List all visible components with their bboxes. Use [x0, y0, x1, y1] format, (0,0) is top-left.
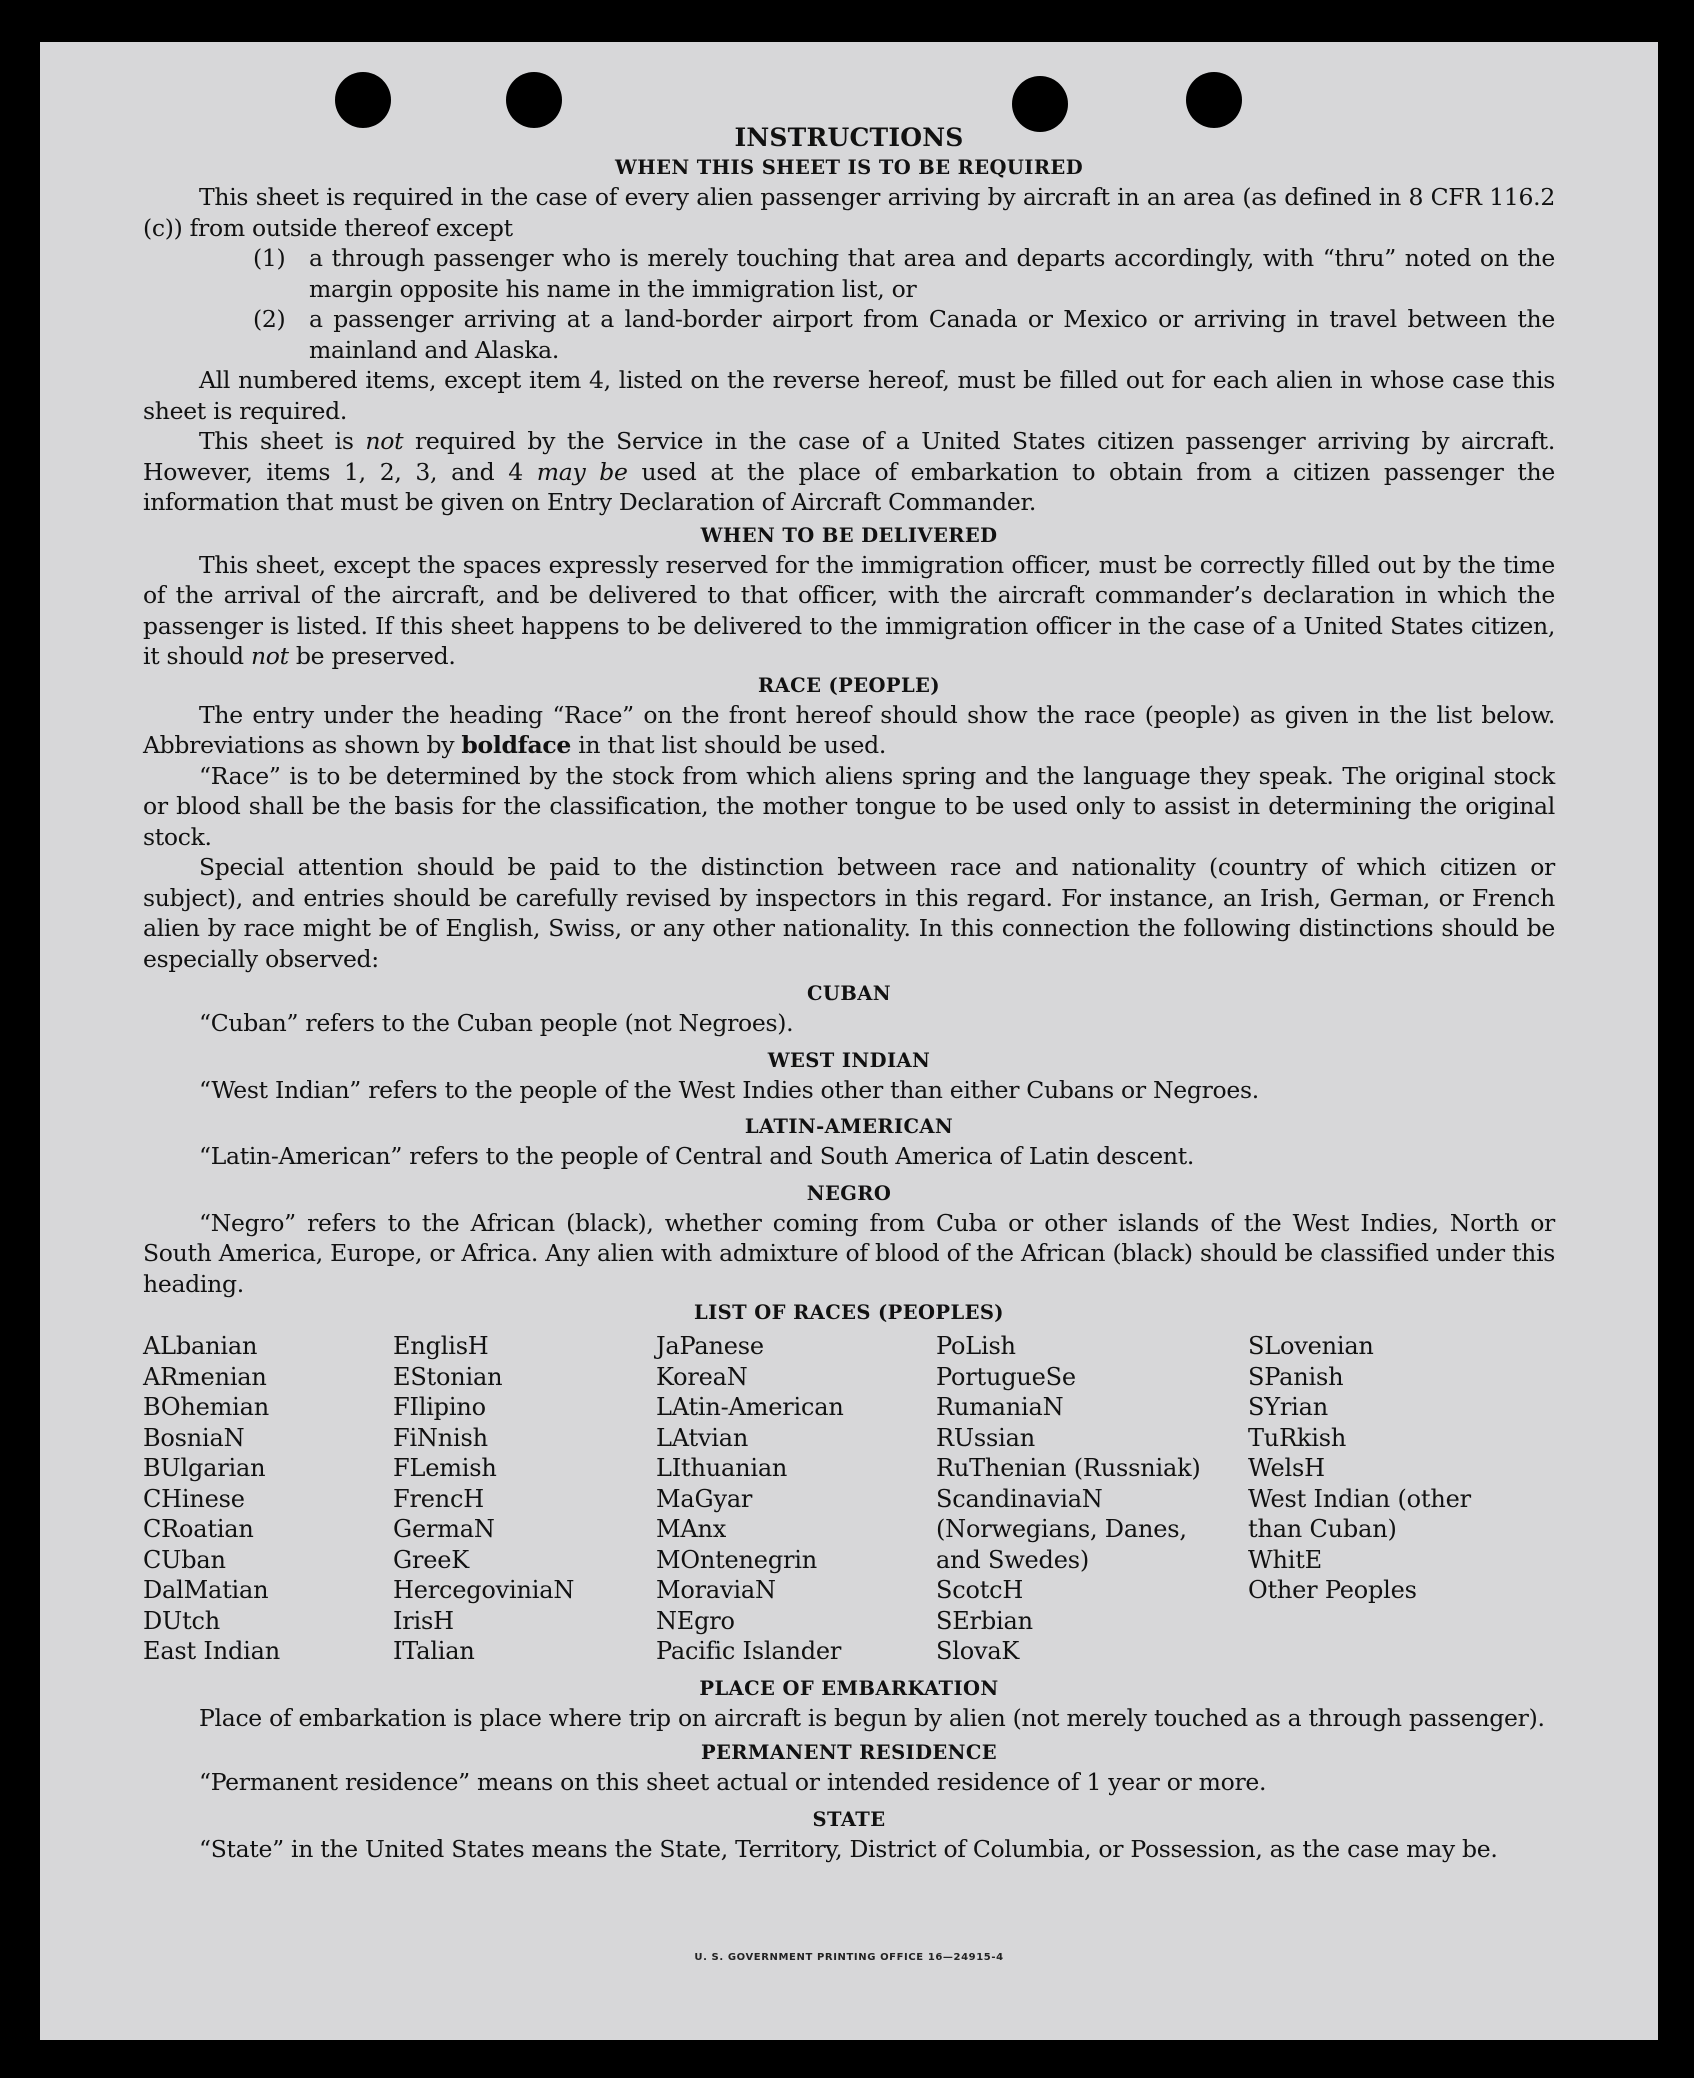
section-heading-race: RACE (PEOPLE): [758, 673, 940, 697]
text-run: used at the place of embarkation to obtain from a citizen passenger the information that must be given on Entry Declaration of Aircraft Commander.: [143, 457, 1555, 516]
list-item: FLemish: [393, 1454, 497, 1482]
section-heading-residence: PERMANENT RESIDENCE: [700, 1741, 998, 1764]
list-item: FiNnish: [393, 1423, 488, 1452]
race-column: [143, 1331, 393, 1667]
paragraph: Place of embarkation is place where trip on aircraft is begun by alien (not merely touched as a through passenger).: [199, 1703, 1545, 1732]
list-item: RumaniaN: [936, 1393, 1064, 1421]
list-item: CHinese: [143, 1484, 245, 1513]
list-item: CUban: [143, 1545, 226, 1574]
list-item: [253, 243, 1555, 304]
text-run: in that list should be used.: [571, 731, 886, 759]
list-item: EnglisH: [393, 1332, 489, 1360]
race-list: [143, 1331, 1555, 1667]
list-item: East Indian: [143, 1637, 280, 1665]
list-item: MAnx: [656, 1515, 727, 1543]
list-item: JaPanese: [656, 1332, 764, 1360]
list-item: [253, 304, 1555, 365]
race-column: [393, 1331, 656, 1667]
list-item: ALbanian: [143, 1332, 258, 1360]
section-heading-required: WHEN THIS SHEET IS TO BE REQUIRED: [614, 156, 1084, 179]
list-item: Pacific Islander: [656, 1637, 842, 1665]
list-item: FrencH: [393, 1484, 484, 1513]
list-item: MOntenegrin: [656, 1545, 817, 1574]
list-item: West Indian (other than Cuban): [1248, 1484, 1471, 1543]
list-item: PoLish: [936, 1332, 1016, 1360]
section-heading-state: STATE: [812, 1807, 886, 1831]
list-item: RuThenian (Russniak): [936, 1454, 1201, 1482]
document-sheet: [40, 42, 1658, 2040]
text-run: required by the Service in the case of a United States citizen passenger arriving by aircraft. However, items 1, 2, 3, and 4: [143, 427, 1555, 486]
list-item: SlovaK: [936, 1637, 1020, 1665]
emphasis: not: [365, 427, 404, 455]
list-item: SYrian: [1248, 1393, 1328, 1421]
punch-hole: [335, 72, 391, 128]
punch-hole: [506, 72, 562, 128]
list-item: GreeK: [393, 1545, 469, 1574]
section-heading-delivered: WHEN TO BE DELIVERED: [700, 523, 998, 547]
section-heading-west-indian: WEST INDIAN: [767, 1048, 931, 1072]
bold-text: boldface: [461, 731, 572, 759]
race-column: [1248, 1331, 1508, 1667]
paragraph: Special attention should be paid to the distinction between race and nationality (country of which citizen or subject), and entries should be carefully revised by inspectors in this regard. For instance, an Irish, German, or French alien by race might be of English, Swiss, or any other nationality. In this connection the following distinctions should be especially observed:: [143, 853, 1555, 973]
section-heading-negro: NEGRO: [806, 1181, 892, 1205]
list-item: BOhemian: [143, 1393, 270, 1421]
list-item: DUtch: [143, 1606, 221, 1635]
race-column: [656, 1331, 936, 1667]
list-item: BosniaN: [143, 1423, 245, 1452]
list-item: LIthuanian: [656, 1454, 788, 1482]
list-item: EStonian: [393, 1362, 503, 1391]
list-item: LAtvian: [656, 1423, 749, 1452]
list-item: BUlgarian: [143, 1454, 266, 1482]
list-item: Other Peoples: [1248, 1576, 1417, 1604]
item-text: a through passenger who is merely touching that area and departs accordingly, with “thru” noted on the margin opposite his name in the immigration list, or: [309, 244, 1555, 303]
paragraph: “Latin-American” refers to the people of Central and South America of Latin descent.: [199, 1142, 1195, 1170]
item-number: (2): [253, 305, 286, 333]
list-item: PortugueSe: [936, 1362, 1076, 1391]
paragraph: “Cuban” refers to the Cuban people (not Negroes).: [199, 1009, 794, 1037]
list-item: GermaN: [393, 1515, 495, 1543]
list-item: MaGyar: [656, 1484, 753, 1513]
paragraph: “Permanent residence” means on this sheet actual or intended residence of 1 year or more.: [199, 1768, 1267, 1796]
section-heading-cuban: CUBAN: [807, 982, 891, 1005]
punch-hole: [1186, 72, 1242, 128]
paragraph: All numbered items, except item 4, listed on the reverse hereof, must be filled out for each alien in whose case this sheet is required.: [143, 366, 1555, 425]
race-column: [936, 1331, 1248, 1667]
list-item: IrisH: [393, 1606, 454, 1635]
list-item: WelsH: [1248, 1454, 1325, 1482]
list-item: MoraviaN: [656, 1576, 776, 1604]
page-title: INSTRUCTIONS: [734, 123, 964, 152]
list-item: WhitE: [1248, 1545, 1322, 1574]
paragraph: “Race” is to be determined by the stock from which aliens spring and the language they speak. The original stock or blood shall be the basis for the classification, the mother tongue to be used only to assist in determining the original stock.: [143, 761, 1555, 851]
list-item: SLovenian: [1248, 1332, 1374, 1360]
list-item: TuRkish: [1248, 1423, 1347, 1452]
emphasis: may be: [536, 457, 628, 486]
paragraph: [143, 700, 1555, 761]
text-run: The entry under the heading “Race” on the front hereof should show the race (people) as given in the list below. Abbreviations as shown by: [143, 700, 1555, 759]
paragraph: “West Indian” refers to the people of the West Indies other than either Cubans or Negroes.: [199, 1075, 1259, 1104]
text-run: This sheet, except the spaces expressly reserved for the immigration officer, must be correctly filled out by the time of the arrival of the aircraft, and be delivered to that officer, with the aircraft commander’s declaration in which the passenger is listed. If this sheet happens to be delivered to the immigration officer in the case of a United States citizen, it should: [143, 550, 1555, 670]
instructions-content: [143, 122, 1555, 1864]
section-heading-list-of-races: LIST OF RACES (PEOPLES): [694, 1301, 1004, 1324]
text-run: This sheet is: [199, 427, 366, 455]
list-item: HercegoviniaN: [393, 1576, 575, 1604]
item-number: (1): [253, 244, 286, 272]
list-item: SPanish: [1248, 1362, 1344, 1391]
item-text: a passenger arriving at a land-border airport from Canada or Mexico or arriving in travel between the mainland and Alaska.: [309, 305, 1555, 364]
list-item: NEgro: [656, 1606, 735, 1635]
paragraph: “State” in the United States means the State, Territory, District of Columbia, or Possession, as the case may be.: [199, 1834, 1498, 1863]
list-item: KoreaN: [656, 1362, 748, 1391]
list-item: LAtin-American: [656, 1393, 844, 1421]
section-heading-embarkation: PLACE OF EMBARKATION: [699, 1676, 999, 1700]
list-item: CRoatian: [143, 1515, 254, 1543]
emphasis: not: [250, 642, 289, 670]
list-item: FIlipino: [393, 1393, 486, 1421]
list-item: SErbian: [936, 1606, 1033, 1635]
paragraph: [143, 550, 1555, 672]
list-item: ScotcH: [936, 1576, 1024, 1604]
section-heading-latin-american: LATIN-AMERICAN: [744, 1115, 954, 1138]
list-item: ITalian: [393, 1637, 475, 1665]
list-item: ARmenian: [143, 1362, 267, 1391]
paragraph: This sheet is required in the case of every alien passenger arriving by aircraft in an area (as defined in 8 CFR 116.2 (c)) from outside thereof except: [143, 183, 1555, 242]
paragraph: “Negro” refers to the African (black), whether coming from Cuba or other islands of the West Indies, North or South America, Europe, or Africa. Any alien with admixture of blood of the African (black) should be classified under this heading.: [143, 1208, 1555, 1298]
list-item: DalMatian: [143, 1576, 269, 1604]
text-run: be preserved.: [288, 642, 456, 670]
list-item: ScandinaviaN (Norwegians, Danes, and Swedes): [936, 1484, 1187, 1574]
printing-office-footer: U. S. GOVERNMENT PRINTING OFFICE 16—24915-4: [694, 1952, 1004, 1963]
list-item: RUssian: [936, 1423, 1035, 1452]
paragraph: [143, 426, 1555, 518]
